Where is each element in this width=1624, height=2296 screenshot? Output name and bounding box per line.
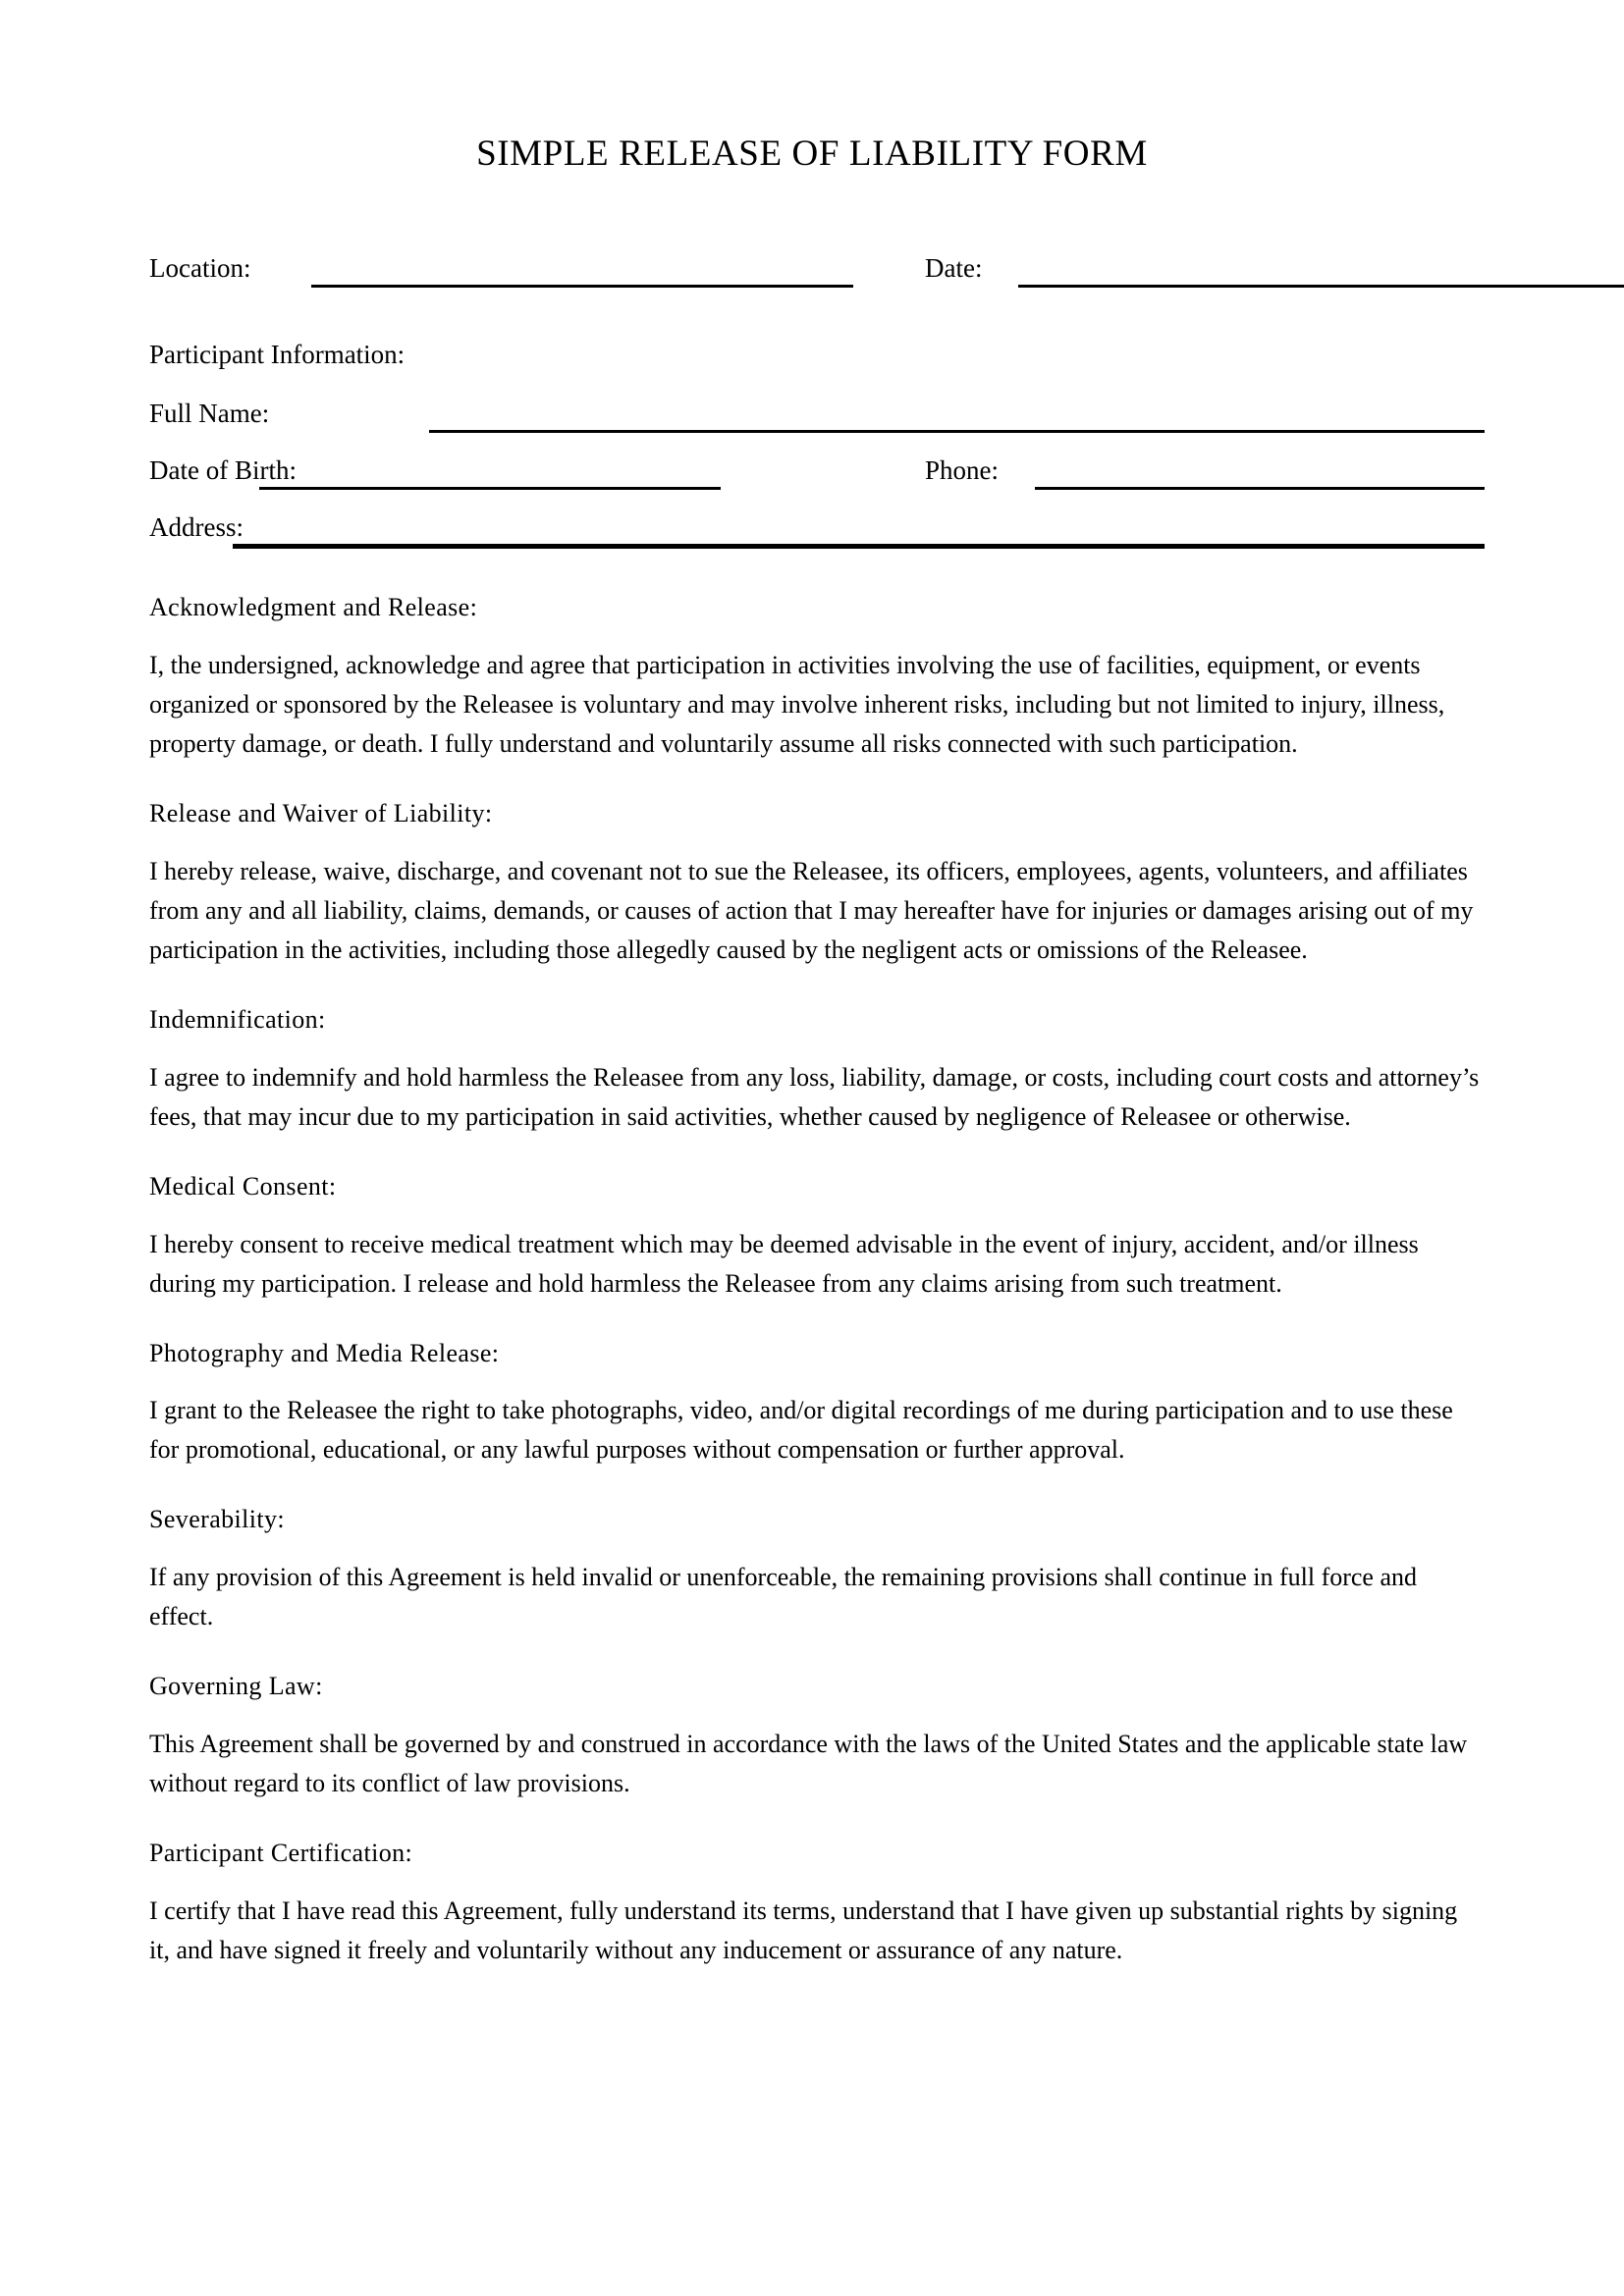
section-heading: Governing Law:	[149, 1672, 323, 1701]
section-heading: Photography and Media Release:	[149, 1338, 500, 1367]
section-photography-and-media-release	[149, 1339, 1483, 1470]
section-paragraph: I grant to the Releasee the right to take photographs, video, and/or digital recordings of me during participation and to use these for promotional, educational, or any lawful purposes without compensation or further approval.	[149, 1396, 1453, 1465]
section-paragraph: I, the undersigned, acknowledge and agree that participation in activities involving the use of facilities, equipment, or events organized or sponsored by the Releasee is voluntary and may involve inherent risks, including but not limited to injury, illness, property damage, or death. I fully understand and voluntarily assume all risks connected with such participation.	[149, 650, 1445, 758]
section-heading: Release and Waiver of Liability:	[149, 798, 493, 828]
address-row	[149, 505, 1485, 561]
section-heading: Acknowledgment and Release:	[149, 593, 478, 621]
section-severability	[149, 1505, 1483, 1636]
address-label: Address:	[149, 512, 244, 542]
full-name-input-rule[interactable]	[429, 430, 1485, 433]
header-fields-block	[149, 245, 1485, 302]
section-paragraph: I certify that I have read this Agreement, fully understand its terms, understand that I have given up substantial rights by signing it, and have signed it freely and voluntarily without any inducement or assurance of any nature.	[149, 1896, 1458, 1965]
section-heading: Indemnification:	[149, 1004, 326, 1034]
date-input-rule[interactable]	[1018, 285, 1624, 288]
section-indemnification	[149, 1005, 1483, 1137]
full-name-label: Full Name:	[149, 399, 270, 428]
date-label: Date:	[925, 253, 983, 283]
section-participant-certification	[149, 1839, 1483, 1970]
phone-label: Phone:	[925, 455, 1000, 485]
location-label: Location:	[149, 253, 251, 283]
date-of-birth-input-rule[interactable]	[259, 487, 721, 490]
section-heading: Medical Consent:	[149, 1171, 337, 1201]
section-paragraph: I agree to indemnify and hold harmless the Releasee from any loss, liability, damage, or costs, including court costs and attorney’s fees, that may incur due to my participation in said activities, whether caused by negligence of Releasee or otherwise.	[149, 1062, 1480, 1131]
phone-input-rule[interactable]	[1035, 487, 1485, 490]
dob-phone-row	[149, 448, 1485, 505]
date-of-birth-label: Date of Birth:	[149, 455, 297, 485]
section-governing-law	[149, 1672, 1483, 1803]
section-medical-consent	[149, 1172, 1483, 1304]
full-name-row	[149, 391, 1485, 448]
location-input-rule[interactable]	[311, 285, 853, 288]
address-input-rule[interactable]	[233, 544, 1485, 549]
section-paragraph: I hereby consent to receive medical treatment which may be deemed advisable in the event of injury, accident, and/or illness during my participation. I release and hold harmless the Releasee from any claims arising from such treatment.	[149, 1229, 1419, 1298]
section-paragraph: This Agreement shall be governed by and construed in accordance with the laws of the United States and the applicable state law without regard to its conflict of law provisions.	[149, 1730, 1468, 1798]
section-acknowledgment-and-release	[149, 593, 1483, 764]
section-heading: Participant Certification:	[149, 1839, 413, 1868]
participant-fields-block	[149, 391, 1485, 561]
participant-information-heading: Participant Information:	[149, 340, 406, 369]
location-date-row	[149, 245, 1485, 302]
section-paragraph: I hereby release, waive, discharge, and covenant not to sue the Releasee, its officers, employees, agents, volunteers, and affiliates from any and all liability, claims, demands, or causes of action that I may hereafter have for injuries or damages arising out of my participation in the activities, including those allegedly caused by the negligent acts or omissions of the Releasee.	[149, 856, 1474, 964]
section-heading: Severability:	[149, 1505, 286, 1534]
section-release-and-waiver-of-liability	[149, 799, 1483, 970]
agreement-body	[149, 593, 1483, 2005]
section-paragraph: If any provision of this Agreement is held invalid or unenforceable, the remaining provisions shall continue in full force and effect.	[149, 1563, 1417, 1631]
page-title: SIMPLE RELEASE OF LIABILITY FORM	[476, 133, 1148, 174]
